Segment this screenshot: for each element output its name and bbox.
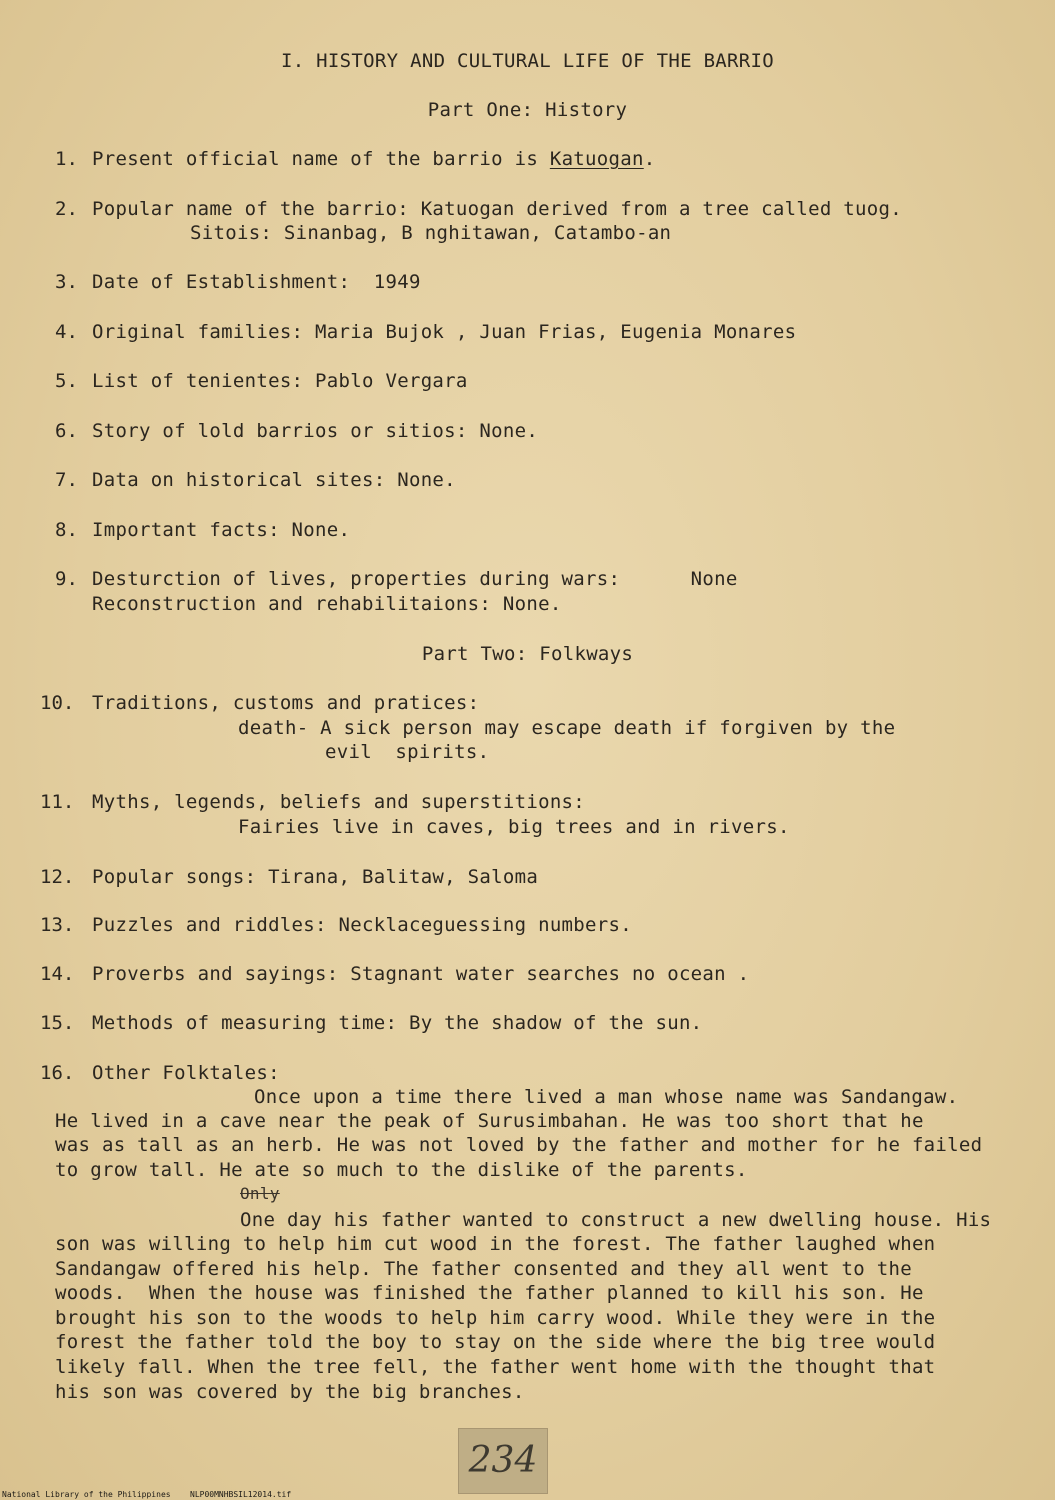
footer-filename: NLP00MNHBSIL12014.tif <box>190 1490 292 1499</box>
item-number: 10. <box>40 692 75 714</box>
item-number: 1. <box>55 148 78 170</box>
list-item: List of tenientes: Pablo Vergara <box>92 370 468 392</box>
list-item-continuation: Sitois: Sinanbag, B nghitawan, Catambo-an <box>190 222 672 244</box>
document-title: I. HISTORY AND CULTURAL LIFE OF THE BARRIO <box>280 50 775 72</box>
story-line: likely fall. When the tree fell, the father went home with the thought that <box>55 1356 936 1378</box>
story-line: brought his son to the woods to help him carry wood. While they were in the <box>55 1307 936 1329</box>
list-item: Puzzles and riddles: Necklaceguessing numbers. <box>92 914 632 936</box>
list-item-continuation: Fairies live in caves, big trees and in rivers. <box>238 816 790 838</box>
barrio-name-value: Katuogan <box>549 148 644 170</box>
list-item: Traditions, customs and pratices: <box>92 692 480 714</box>
item-number: 4. <box>55 321 78 343</box>
list-item <box>92 148 656 170</box>
page-number-stamp: 234 <box>458 1428 548 1494</box>
item-number: 15. <box>40 1012 75 1034</box>
item-number: 5. <box>55 370 78 392</box>
item-number: 9. <box>55 568 78 590</box>
list-item: Methods of measuring time: By the shadow of the sun. <box>92 1012 703 1034</box>
list-item: Myths, legends, beliefs and superstitions: <box>92 791 586 813</box>
part-one-heading: Part One: History <box>427 99 628 121</box>
footer-library: National Library of the Philippines <box>2 1490 171 1499</box>
list-item: Original families: Maria Bujok , Juan Frias, Eugenia Monares <box>92 321 797 343</box>
item-number: 14. <box>40 963 75 985</box>
struck-word: Only <box>240 1184 280 1203</box>
story-line: One day his father wanted to construct a new dwelling house. His <box>240 1209 992 1231</box>
list-item: Data on historical sites: None. <box>92 469 456 491</box>
story-line: woods. When the house was finished the father planned to kill his son. He <box>55 1282 924 1304</box>
story-line: was as tall as an herb. He was not loved by the father and mother for he failed <box>55 1134 983 1156</box>
list-item: Important facts: None. <box>92 519 351 541</box>
list-item-continuation: Reconstruction and rehabilitaions: None. <box>92 593 562 615</box>
story-line: his son was covered by the big branches. <box>55 1381 525 1403</box>
list-item: Popular name of the barrio: Katuogan derived from a tree called tuog. <box>92 198 902 220</box>
item-number: 16. <box>40 1062 75 1084</box>
list-item-continuation: evil spirits. <box>325 741 490 763</box>
list-item: Desturction of lives, properties during wars: None <box>92 568 738 590</box>
part-two-heading: Part Two: Folkways <box>421 643 634 665</box>
item-number: 13. <box>40 914 75 936</box>
list-item: Proverbs and sayings: Stagnant water searches no ocean . <box>92 963 750 985</box>
list-item: Other Folktales: <box>92 1062 280 1084</box>
item-number: 12. <box>40 866 75 888</box>
item-text: Present official name of the barrio is <box>92 148 550 170</box>
story-line: He lived in a cave near the peak of Surusimbahan. He was too short that he <box>55 1110 924 1132</box>
story-line: forest the father told the boy to stay on the side where the big tree would <box>55 1331 936 1353</box>
item-number: 6. <box>55 420 78 442</box>
list-item-continuation: death- A sick person may escape death if forgiven by the <box>238 717 896 739</box>
list-item: Story of lold barrios or sitios: None. <box>92 420 539 442</box>
item-number: 8. <box>55 519 78 541</box>
list-item: Popular songs: Tirana, Balitaw, Saloma <box>92 866 539 888</box>
list-item: Date of Establishment: 1949 <box>92 271 421 293</box>
item-number: 11. <box>40 791 75 813</box>
item-suffix: . <box>643 148 656 170</box>
item-number: 7. <box>55 469 78 491</box>
item-number: 3. <box>55 271 78 293</box>
story-line: son was willing to help him cut wood in the forest. The father laughed when <box>55 1233 936 1255</box>
story-line: to grow tall. He ate so much to the dislike of the parents. <box>55 1159 748 1181</box>
story-line: Once upon a time there lived a man whose name was Sandangaw. <box>254 1086 959 1108</box>
item-number: 2. <box>55 198 78 220</box>
story-line: Sandangaw offered his help. The father consented and they all went to the <box>55 1258 912 1280</box>
